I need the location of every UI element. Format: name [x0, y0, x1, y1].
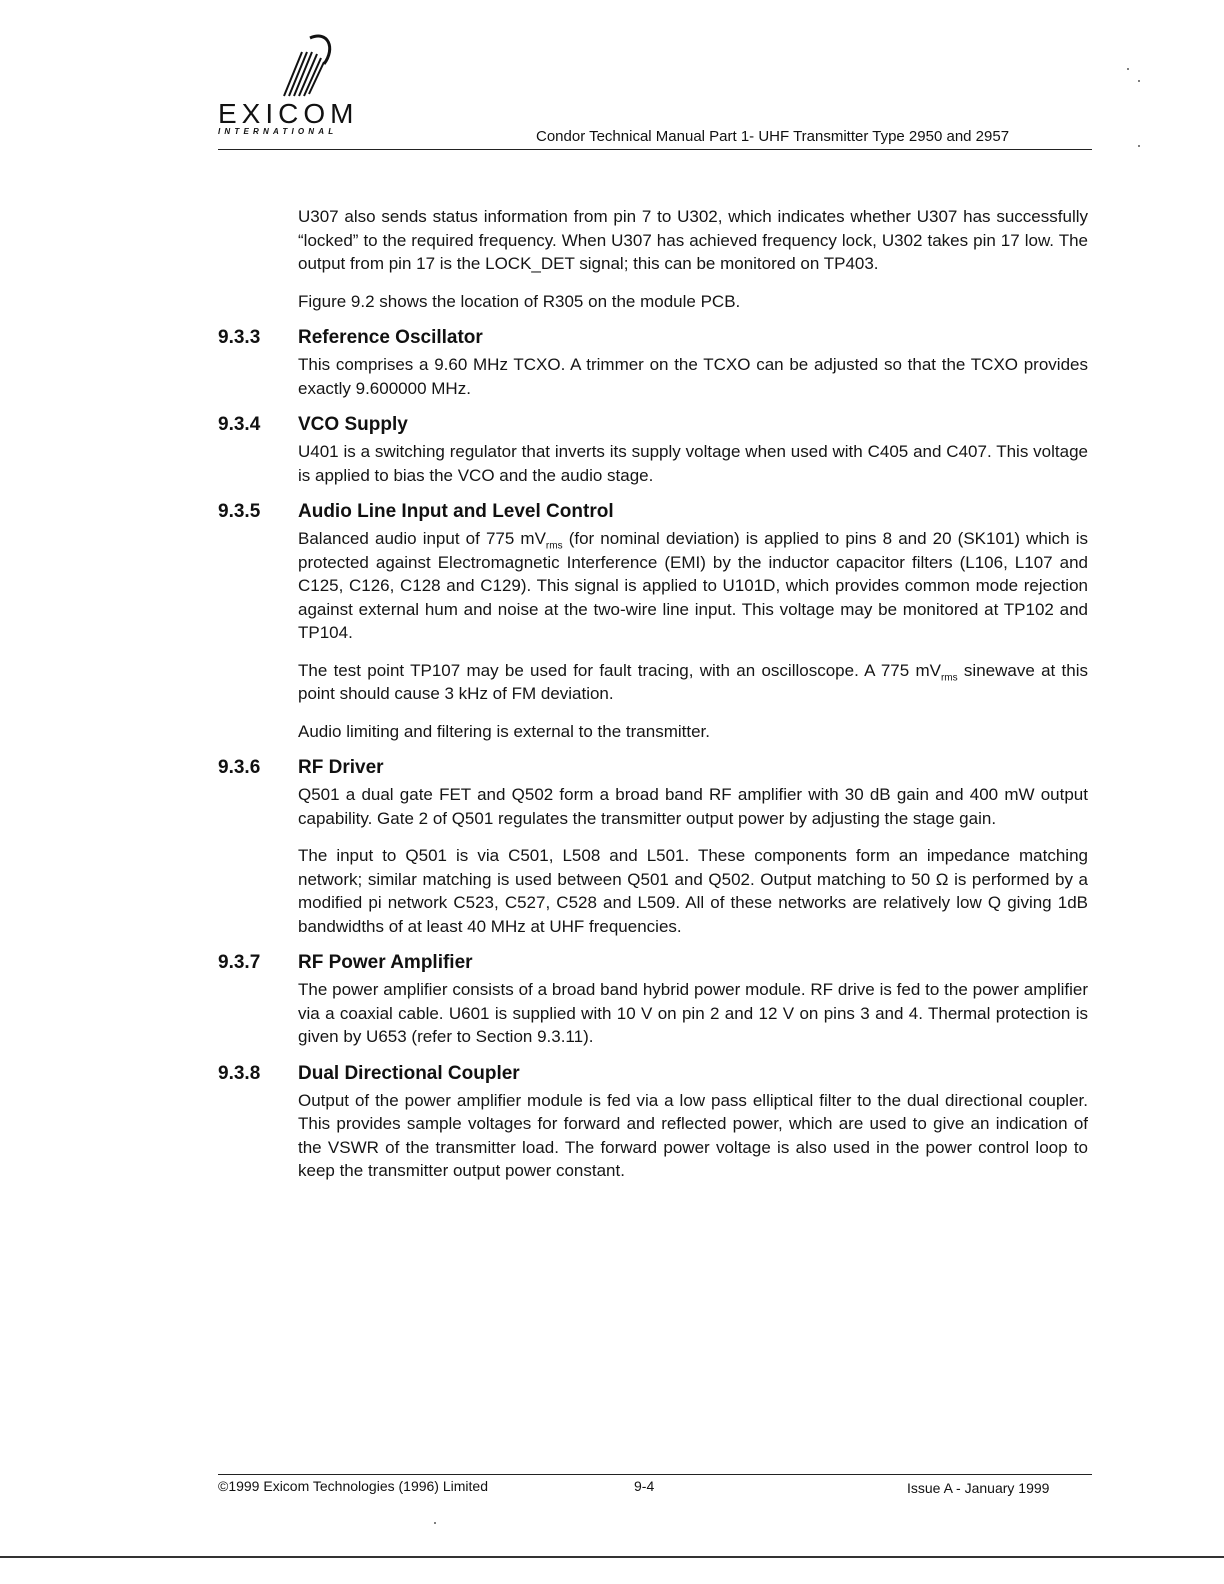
section-9-3-7 — [218, 952, 1092, 1049]
section-number: 9.3.5 — [218, 501, 261, 522]
section-title: RF Power Amplifier — [298, 952, 473, 973]
section-paragraph: Output of the power amplifier module is fed via a low pass elliptical filter to the dual directional coupler. This provides sample voltages for forward and reflected power, which are used to give an indication of the VSWR of the transmitter load. The forward power voltage is also used in the power control loop to keep the transmitter output power constant. — [298, 1090, 1088, 1180]
page-body — [218, 205, 1092, 1197]
section-paragraph: This comprises a 9.60 MHz TCXO. A trimmer on the TCXO can be adjusted so that the TCXO provides exactly 9.600000 MHz. — [298, 355, 1088, 398]
exicom-logo-icon — [270, 30, 360, 100]
footer-divider — [218, 1474, 1092, 1475]
section-paragraph: Q501 a dual gate FET and Q502 form a broad band RF amplifier with 30 dB gain and 400 mW output capability. Gate 2 of Q501 regulates the transmitter output power by adjusting the stage gain. — [298, 785, 1088, 828]
section-paragraph: U401 is a switching regulator that inverts its supply voltage when used with C405 and C407. This voltage is applied to bias the VCO and the audio stage. — [298, 442, 1088, 485]
intro-paragraph: Figure 9.2 shows the location of R305 on the module PCB. — [298, 291, 741, 311]
section-title: Dual Directional Coupler — [298, 1062, 520, 1084]
section-number: 9.3.3 — [218, 327, 261, 348]
header-title: Condor Technical Manual Part 1- UHF Transmitter Type 2950 and 2957 — [536, 128, 1010, 145]
paragraph-text: (for nominal deviation) is applied to pins 8 and 20 (SK101) which is protected against Electromagnetic Interference (EMI) by the inductor capacitor filters (L106, L107 and C125, C126, C128 and C129). This signal is applied to U101D, which provides common mode rejection against external hum and noise at the two-wire line input. This voltage may be monitored at TP102 and TP104. — [298, 529, 1088, 642]
section-number: 9.3.4 — [218, 414, 261, 435]
section-9-3-3 — [218, 327, 1092, 400]
scan-speck — [1138, 145, 1140, 147]
rms-subscript: rms — [940, 671, 958, 683]
section-title: Reference Oscillator — [298, 327, 483, 348]
scan-speck — [1138, 80, 1140, 82]
company-logo — [218, 30, 378, 136]
scan-speck — [434, 1522, 436, 1524]
section-title: RF Driver — [298, 757, 384, 778]
section-title: VCO Supply — [298, 414, 408, 435]
section-9-3-5 — [218, 501, 1092, 743]
scan-edge-line — [0, 1556, 1224, 1558]
section-9-3-6 — [218, 757, 1092, 938]
paragraph-text: The test point TP107 may be used for fault tracing, with an oscilloscope. A 775 mV — [298, 660, 941, 680]
section-paragraph: Audio limiting and filtering is external to the transmitter. — [298, 721, 710, 741]
rms-subscript: rms — [545, 540, 563, 552]
section-title: Audio Line Input and Level Control — [298, 501, 614, 522]
section-number: 9.3.7 — [218, 952, 261, 973]
section-number: 9.3.6 — [218, 757, 261, 778]
section-paragraph: The input to Q501 is via C501, L508 and L501. These components form an impedance matching network; similar matching is used between Q501 and Q502. Output matching to 50 Ω is performed by a modified pi network C523, C527, C528 and L509. All of these networks are relatively low Q giving 1dB bandwidths of at least 40 MHz at UHF frequencies. — [298, 846, 1088, 936]
scan-speck — [1127, 68, 1129, 70]
header-divider — [218, 149, 1092, 150]
page-number: 9-4 — [634, 1478, 655, 1494]
section-paragraph: The power amplifier consists of a broad band hybrid power module. RF drive is fed to the power amplifier via a coaxial cable. U601 is supplied with 10 V on pin 2 and 12 V on pins 3 and 4. Thermal protection is given by U653 (refer to Section 9.3.11). — [298, 980, 1088, 1046]
intro-paragraph: U307 also sends status information from pin 7 to U302, which indicates whether U307 has successfully “locked” to the required frequency. When U307 has achieved frequency lock, U302 takes pin 17 low. The output from pin 17 is the LOCK_DET signal; this can be monitored on TP403. — [298, 207, 1088, 273]
section-paragraph — [298, 527, 1088, 645]
logo-subtitle: INTERNATIONAL — [218, 127, 338, 136]
footer-issue: Issue A - January 1999 — [907, 1480, 1050, 1496]
section-paragraph — [298, 659, 1088, 706]
logo-wordmark: EXICOM — [218, 98, 359, 129]
footer-copyright: ©1999 Exicom Technologies (1996) Limited — [218, 1478, 488, 1494]
paragraph-text: Balanced audio input of 775 mV — [298, 529, 546, 548]
section-9-3-4 — [218, 414, 1092, 487]
section-number: 9.3.8 — [218, 1062, 261, 1084]
section-9-3-8 — [218, 1063, 1092, 1183]
paragraph-text: sinewave at this point should cause 3 kHz of FM deviation. — [298, 660, 1088, 703]
